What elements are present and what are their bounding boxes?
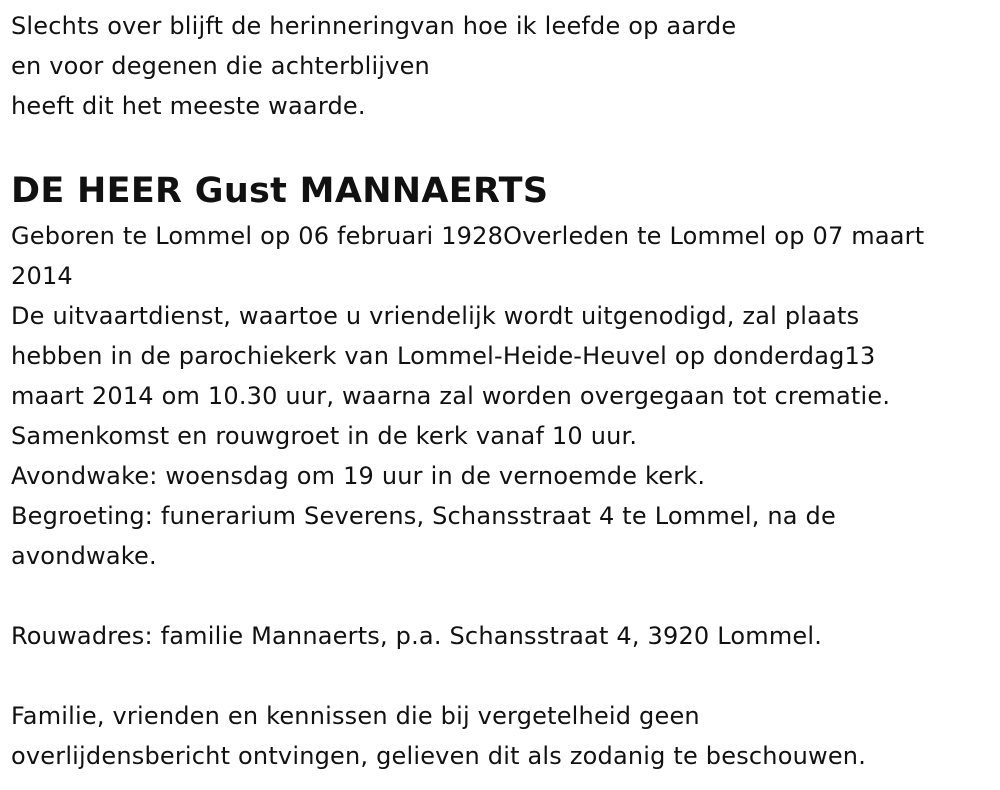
funeral-text-line: maart 2014 om 10.30 uur, waarna zal worden overgegaan tot crematie. bbox=[11, 382, 891, 410]
obituary-document bbox=[11, 6, 986, 776]
spacer bbox=[11, 656, 986, 696]
gathering-text: Samenkomst en rouwgroet in de kerk vanaf 10 uur. bbox=[11, 422, 638, 450]
obituary-body bbox=[11, 216, 986, 776]
greeting-text-line: avondwake. bbox=[11, 542, 157, 570]
spacer bbox=[11, 576, 986, 616]
greeting-text-line: Begroeting: funerarium Severens, Schansstraat 4 te Lommel, na de bbox=[11, 502, 836, 530]
funeral-text-line: De uitvaartdienst, waartoe u vriendelijk wordt uitgenodigd, zal plaats bbox=[11, 302, 860, 330]
poem-block bbox=[11, 6, 986, 126]
notice-text-line: overlijdensbericht ontvingen, gelieven dit als zodanig te beschouwen. bbox=[11, 742, 867, 770]
mourning-address: Rouwadres: familie Mannaerts, p.a. Schansstraat 4, 3920 Lommel. bbox=[11, 622, 823, 650]
poem-line: heeft dit het meeste waarde. bbox=[11, 92, 366, 120]
deceased-name: DE HEER Gust MANNAERTS bbox=[11, 171, 549, 211]
birth-death-text: Geboren te Lommel op 06 februari 1928Overleden te Lommel op 07 maart 2014 bbox=[11, 222, 925, 290]
notice-text-line: Familie, vrienden en kennissen die bij vergetelheid geen bbox=[11, 702, 700, 730]
poem-line: Slechts over blijft de herinneringvan hoe ik leefde op aarde bbox=[11, 12, 737, 40]
poem-line: en voor degenen die achterblijven bbox=[11, 52, 430, 80]
funeral-text-line: hebben in de parochiekerk van Lommel-Heide-Heuvel op donderdag13 bbox=[11, 342, 876, 370]
wake-text: Avondwake: woensdag om 19 uur in de vernoemde kerk. bbox=[11, 462, 706, 490]
